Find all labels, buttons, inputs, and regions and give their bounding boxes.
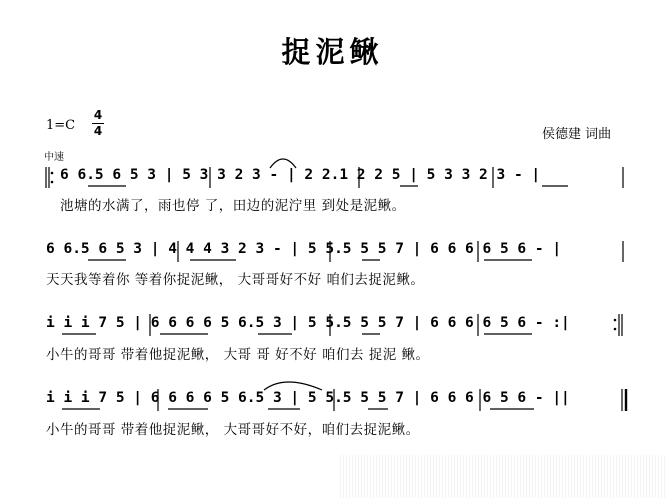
lyrics-line-2: 天天我等着你 等着你捉泥鳅， 大哥哥好不好 咱们去捉泥鳅。 — [46, 272, 425, 288]
author-credit: 侯德建 词曲 — [542, 127, 612, 142]
lyrics-line-3: 小牛的哥哥 带着他捉泥鳅， 大哥 哥 好不好 咱们去 捉泥 鳅。 — [46, 347, 430, 363]
notation-line-3: i i i 7 5 | 6 6 6 6 5 6.5 3 | 5 5.5 5 5 7 | 6 6 6 6 5 6 - :| — [46, 315, 570, 331]
song-title: 捉泥鳅 — [281, 35, 384, 69]
scan-texture — [340, 455, 665, 498]
time-signature-top: 4 — [93, 108, 103, 122]
notation-line-2: 6 6.5 6 5 3 | 4 4 4 3 2 3 - | 5 5.5 5 5 7 | 6 6 6 6 5 6 - | — [46, 241, 562, 257]
lyrics-line-4: 小牛的哥哥 带着他捉泥鳅， 大哥哥好不好，咱们去捉泥鳅。 — [46, 422, 420, 438]
key-signature: 1=C — [46, 118, 76, 133]
time-signature-bottom: 4 — [93, 124, 103, 138]
notation-line-1: 6 6.5 6 5 3 | 5 3 3 2 3 - | 2 2.1 2 2 5 | 5 3 3 2 3 - | — [60, 167, 541, 183]
tempo-marking: 中速 — [44, 152, 64, 163]
notation-line-4: i i i 7 5 | 6 6 6 6 5 6.5 3 | 5 5.5 5 5 7 | 6 6 6 6 5 6 - || — [46, 390, 570, 406]
lyrics-line-1: 池塘的水满了，雨也停 了，田边的泥泞里 到处是泥鳅。 — [60, 198, 406, 214]
